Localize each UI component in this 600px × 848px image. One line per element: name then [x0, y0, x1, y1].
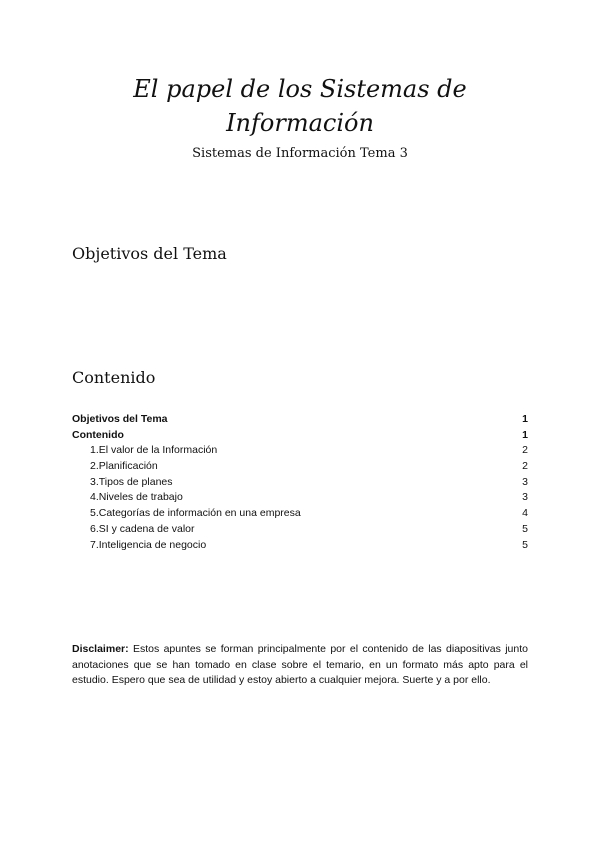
toc-entry-label: 4.Niveles de trabajo [90, 491, 183, 504]
toc-entry-page: 5 [522, 522, 528, 535]
toc-entry-page: 4 [522, 507, 528, 520]
toc-entry-label: 1.El valor de la Información [90, 444, 218, 457]
toc-entry[interactable] [72, 443, 528, 459]
toc-entry[interactable] [72, 428, 528, 444]
document-subtitle: Sistemas de Información Tema 3 [192, 146, 408, 161]
toc-entry[interactable] [72, 522, 528, 538]
toc-entry-page: 5 [522, 538, 528, 551]
toc-entry-page: 3 [522, 475, 528, 488]
toc-entry[interactable] [72, 475, 528, 491]
disclaimer-paragraph [72, 642, 528, 689]
toc-entry[interactable] [72, 538, 528, 554]
toc-entry-label: 3.Tipos de planes [90, 475, 173, 488]
disclaimer-text: Estos apuntes se forman principalmente por el contenido de las diapositivas junto anotaciones que se han tomado en clase sobre el temario, en un formato más apto para el estudio. Espero que sea de utilidad y estoy abierto a cualquier mejora. Suerte y a por ello. [72, 643, 528, 686]
toc-entry-page: 1 [522, 428, 528, 441]
document-title-line2: Información [226, 109, 374, 137]
toc-entry[interactable] [72, 459, 528, 475]
toc-entry-label: Contenido [72, 428, 124, 441]
toc-entry-label: 5.Categorías de información en una empresa [90, 507, 301, 520]
table-of-contents [72, 412, 528, 553]
toc-entry-page: 1 [522, 413, 528, 425]
section-heading-contenido: Contenido [72, 368, 156, 387]
toc-entry-label: 7.Inteligencia de negocio [90, 538, 207, 551]
toc-entry-label: Objetivos del Tema [72, 413, 168, 425]
toc-entry[interactable] [72, 490, 528, 506]
document-title [0, 72, 600, 140]
toc-entry-page: 2 [522, 460, 528, 473]
toc-entry-page: 2 [522, 444, 528, 457]
document-title-line1: El papel de los Sistemas de [133, 75, 467, 103]
toc-entry[interactable] [72, 506, 528, 522]
section-heading-objetivos: Objetivos del Tema [72, 244, 227, 263]
disclaimer-label: Disclaimer: [72, 643, 129, 655]
toc-entry-label: 6.SI y cadena de valor [90, 522, 195, 535]
toc-entry[interactable] [72, 412, 528, 428]
toc-entry-label: 2.Planificación [90, 460, 158, 473]
toc-entry-page: 3 [522, 491, 528, 504]
